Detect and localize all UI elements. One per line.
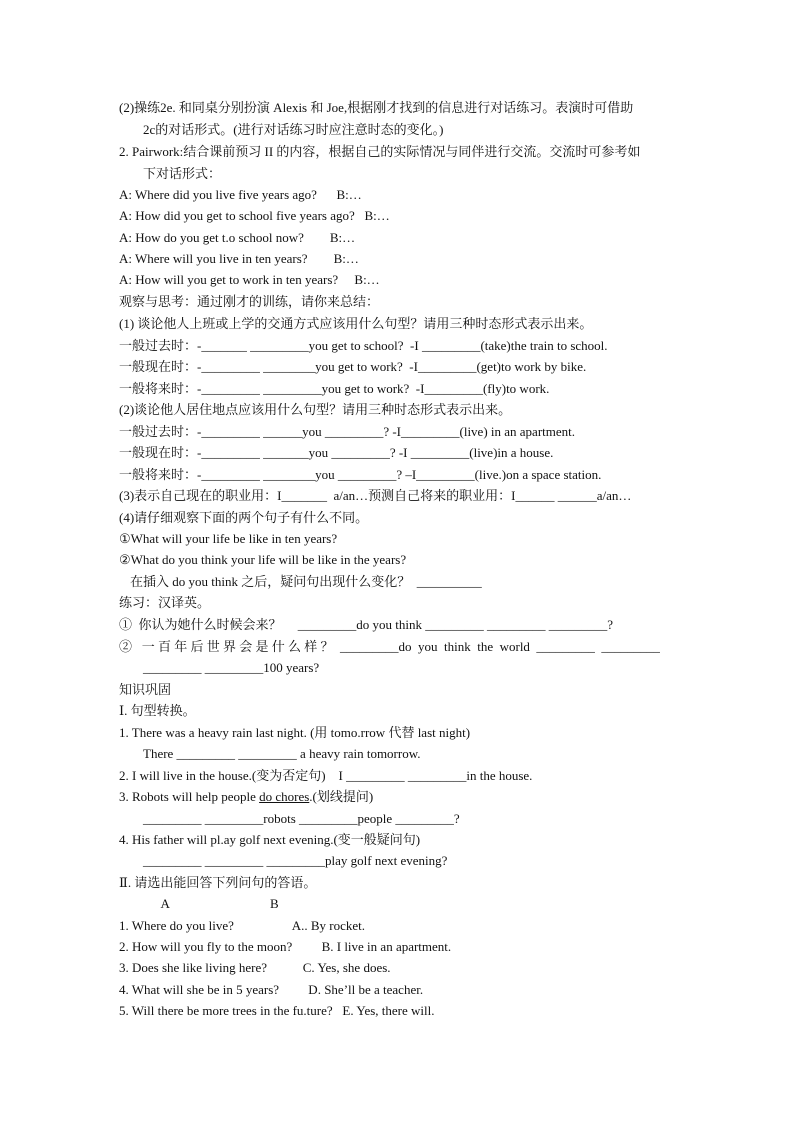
text-line: 2. I will live in the house.(变为否定句) I _________ _________in the house. (119, 768, 533, 783)
line-text: 3. Robots will help people (119, 789, 260, 804)
text-line: 4. His father will pl.ay golf next evening.(变一般疑问句) (119, 832, 421, 847)
text-line: _________ _________robots _________people _________? (143, 811, 460, 826)
text-line: (4)请仔细观察下面的两个句子有什么不同。 (119, 510, 369, 525)
text-line: (3)表示自己现在的职业用：I_______ a/an…预测自己将来的职业用：I______ ______a/an… (119, 488, 632, 503)
text-line: A: Where will you live in ten years? B:… (119, 251, 359, 266)
text-line: (2)操练2e. 和同桌分别扮演 Alexis 和 Joe,根据刚才找到的信息进行对话练习。表演时可借助 (119, 100, 634, 115)
text-line: A: How did you get to school five years ago? B:… (119, 208, 390, 223)
text-line: A: Where did you live five years ago? B:… (119, 187, 362, 202)
text-line: 一般现在时：-_________ _______you _________? -I _________(live)in a house. (119, 445, 554, 460)
text-line: 知识巩固 (119, 682, 172, 697)
text-line: 下对话形式： (143, 166, 222, 181)
text-line: 5. Will there be more trees in the fu.ture? E. Yes, there will. (119, 1003, 435, 1018)
text-line: Ⅱ. 请选出能回答下列问句的答语。 (119, 875, 317, 890)
text-line: Ⅰ. 句型转换。 (119, 703, 196, 718)
text-line: 一般将来时：-_________ _________you get to work? -I_________(fly)to work. (119, 381, 550, 396)
text-line: 1. There was a heavy rain last night. (用 tomo.rrow 代替 last night) (119, 725, 471, 740)
text-line: _________ _________ _________play golf next evening? (143, 853, 448, 868)
text-line: ② 一 百 年 后 世 界 会 是 什 么 样 ？ _________do you think the world _________ _________ (119, 639, 660, 654)
text-line (119, 789, 373, 805)
underlined-phrase: do chores (259, 789, 310, 804)
text-line: _________ _________100 years? (143, 660, 320, 675)
text-line: 练习：汉译英。 (119, 595, 211, 610)
text-line: A: How do you get t.o school now? B:… (119, 230, 356, 245)
text-line: (2)谈论他人居住地点应该用什么句型？请用三种时态形式表示出来。 (119, 402, 512, 417)
text-line: There _________ _________ a heavy rain tomorrow. (143, 746, 421, 761)
text-line: 在插入 do you think 之后，疑问句出现什么变化？ __________ (130, 574, 482, 589)
text-line: 4. What will she be in 5 years? D. She’ll be a teacher. (119, 982, 424, 997)
text-line: 一般现在时：-_________ ________you get to work? -I_________(get)to work by bike. (119, 359, 587, 374)
text-line: A B (119, 896, 279, 911)
text-line: 一般过去时：-_________ ______you _________? -I_________(live) in an apartment. (119, 424, 576, 439)
line-text: .(划线提问) (309, 789, 374, 804)
text-line: 观察与思考：通过刚才的训练，请你来总结： (119, 294, 380, 309)
text-line: ① 你认为她什么时候会来？ _________do you think _________ _________ _________? (119, 617, 613, 632)
text-line: 一般过去时：-_______ _________you get to school? -I _________(take)the train to school. (119, 338, 608, 353)
text-line: 2. How will you fly to the moon? B. I live in an apartment. (119, 939, 452, 954)
text-line: A: How will you get to work in ten years? B:… (119, 272, 380, 287)
text-line: ①What will your life be like in ten years? (119, 531, 338, 546)
text-line: 1. Where do you live? A.. By rocket. (119, 918, 365, 933)
text-line: 3. Does she like living here? C. Yes, she does. (119, 960, 391, 975)
text-line: 一般将来时：-_________ ________you _________? –I_________(live.)on a space station. (119, 467, 602, 482)
text-line: 2c的对话形式。(进行对话练习时应注意时态的变化。) (143, 122, 444, 137)
text-line: ②What do you think your life will be like in the years? (119, 552, 407, 567)
text-line: 2. Pairwork:结合课前预习 II 的内容，根据自己的实际情况与同伴进行交流。交流时可参考如 (119, 144, 641, 159)
text-line: (1) 谈论他人上班或上学的交通方式应该用什么句型？请用三种时态形式表示出来。 (119, 316, 593, 331)
